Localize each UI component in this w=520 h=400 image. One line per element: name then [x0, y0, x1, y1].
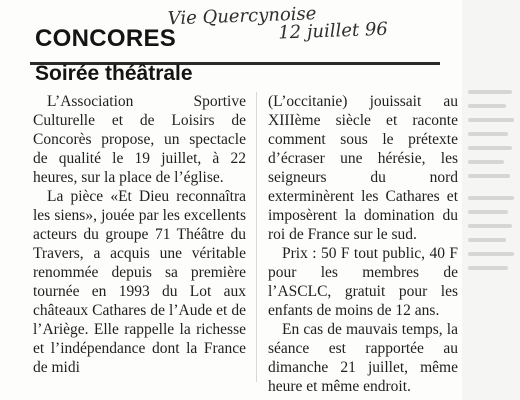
article-column-left [33, 92, 246, 377]
paragraph: Prix : 50 F tout public, 40 F pour les membres de l’ASCLC, gratuit pour les enfants de moins de 12 ans. [268, 245, 458, 319]
paragraph: (L’occitanie) jouissait au XIIIème siècle et raconte comment sous le prétexte d’écraser une hérésie, les seigneurs du nord exterminèrent les Cathares et imposèrent la domination du roi de France sur le sud. [268, 93, 458, 243]
paragraph: La pièce «Et Dieu reconnaîtra les siens», jouée par les excellents acteurs du groupe 71 Théâtre du Travers, a acquis une véritable renommée depuis sa première tournée en 1993 du Lot aux châteaux Cathares de l’Aude et de l’Ariège. Elle rappelle la richesse et l’indépendance dont la France de midi [33, 188, 246, 376]
column-divider [256, 92, 257, 382]
adjacent-article-fragment [462, 0, 520, 400]
paragraph: L’Association Sportive Culturelle et de Loisirs de Concorès propose, un spectacle de qualité le 19 juillet, à 22 heures, sur la place de l’église. [33, 93, 246, 186]
article-headline: Soirée théâtrale [35, 62, 193, 85]
paragraph: En cas de mauvais temps, la séance est rapportée au dimanche 21 juillet, même heure et même endroit. [268, 321, 458, 395]
handwritten-date: 12 juillet 96 [277, 18, 389, 44]
handwritten-publication: Vie Quercynoise [167, 3, 317, 30]
article-column-right [268, 92, 458, 396]
section-title: CONCORES [35, 25, 177, 52]
